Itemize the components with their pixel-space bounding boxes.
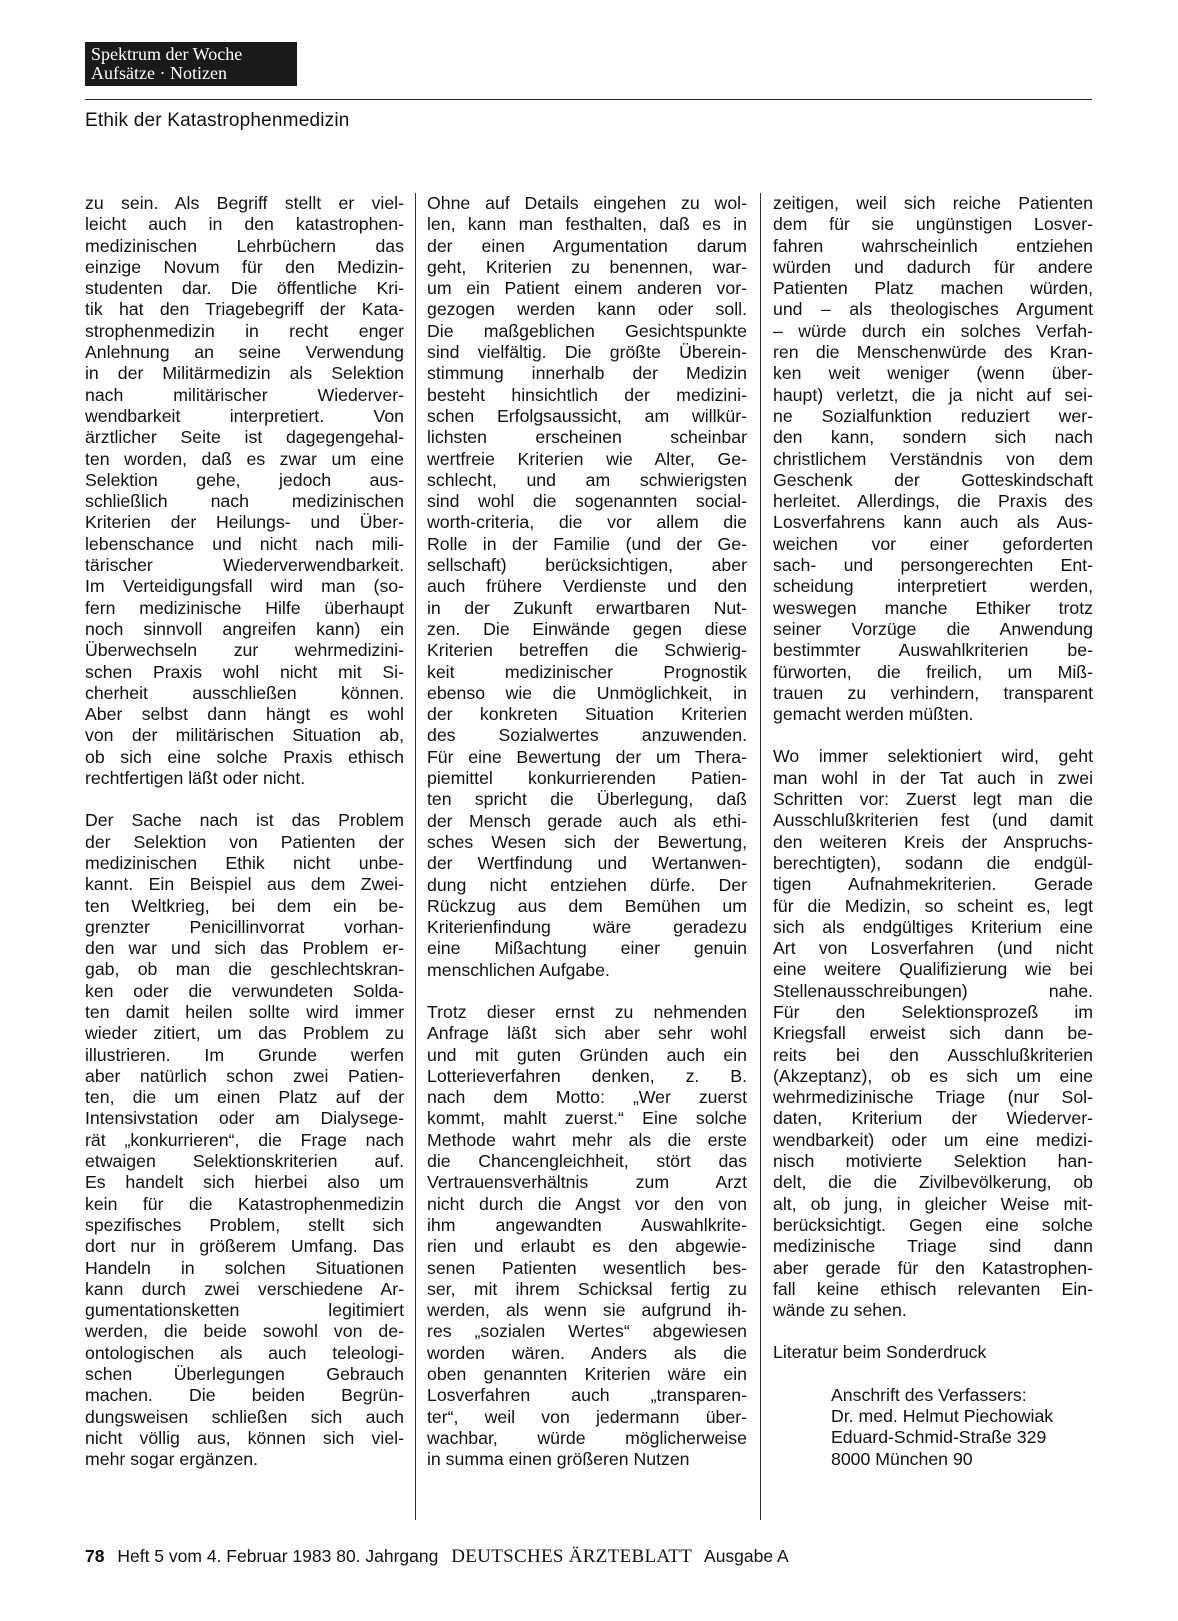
text-line: ebenso wie die Unmöglichkeit, in (427, 682, 747, 703)
text-line: kannt. Ein Beispiel aus dem Zwei- (85, 874, 404, 895)
text-line: Trotz dieser ernst zu nehmenden (427, 1001, 747, 1022)
text-line: ter“, weil von jedermann über- (427, 1406, 747, 1427)
text-line: ten damit heilen sollte wird immer (85, 1001, 404, 1022)
text-line: man wohl in der Tat auch in zwei (773, 767, 1093, 788)
text-line: ärztlicher Seite ist dagegengehal- (85, 427, 404, 448)
column-divider (760, 193, 761, 1520)
address-street: Eduard-Schmid-Straße 329 (831, 1427, 1047, 1448)
text-line: kommt, mahlt zuerst.“ Eine solche (427, 1108, 747, 1129)
text-line: – würde durch ein solches Verfah- (773, 320, 1093, 341)
text-line: würden und dadurch für andere (773, 256, 1093, 277)
text-line: kein für die Katastrophenmedizin (85, 1193, 404, 1214)
text-line: berücksichtigt. Gegen eine solche (773, 1214, 1093, 1235)
text-line: gumentationsketten legitimiert (85, 1300, 404, 1321)
text-line: wehrmedizinische Triage (nur Sol- (773, 1087, 1093, 1108)
paragraph-gap (85, 789, 404, 810)
text-line: rät „konkurrieren“, die Frage nach (85, 1129, 404, 1150)
text-line: sellschaft) berücksichtigen, aber (427, 555, 747, 576)
text-line: Ohne auf Details eingehen zu wol- (427, 193, 747, 213)
text-line: sich als endgültiges Kriterium eine (773, 916, 1093, 937)
text-line: Methode wahrt mehr als die erste (427, 1129, 747, 1150)
text-line: nach dem Motto: „Wer zuerst (427, 1087, 747, 1108)
text-line: bestimmter Auswahlkriterien be- (773, 640, 1093, 661)
article-column-2 (427, 193, 747, 1471)
page-number: 78 (85, 1546, 105, 1566)
text-line: menschlichen Aufgabe. (427, 959, 610, 980)
address-city: 8000 München 90 (831, 1448, 973, 1469)
text-line: eine weitere Qualifizierung wie bei (773, 959, 1093, 980)
text-line: machen. Die beiden Begrün- (85, 1385, 404, 1406)
text-line: ken weit weniger (wenn über- (773, 363, 1093, 384)
text-line: ne Sozialfunktion reduziert wer- (773, 405, 1093, 426)
text-line: des Sozialwertes anzuwenden. (427, 725, 747, 746)
text-line: lichsten erscheinen scheinbar (427, 427, 747, 448)
text-line: piemittel konkurrierenden Patien- (427, 768, 747, 789)
text-line: medizinischen Ethik nicht unbe- (85, 852, 404, 873)
text-line: Handeln in solchen Situationen (85, 1257, 404, 1278)
page-title: Ethik der Katastrophenmedizin (85, 110, 350, 131)
text-line: Geschenk der Gotteskindschaft (773, 469, 1093, 490)
text-line: sind vielfältig. Die größte Überein- (427, 342, 747, 363)
text-line: eine Mißachtung einer genuin (427, 938, 747, 959)
text-line: von der militärischen Situation ab, (85, 725, 404, 746)
text-line: schen Überlegungen Gebrauch (85, 1364, 404, 1385)
text-line: wachbar, würde möglicherweise (427, 1427, 747, 1448)
text-line: alt, ob jung, in gleicher Weise mit- (773, 1193, 1093, 1214)
text-line: geht, Kriterien zu benennen, war- (427, 256, 747, 277)
text-line: Der Sache nach ist das Problem (85, 810, 404, 831)
author-address (831, 1385, 1093, 1470)
text-line: den weiteren Kreis der Anspruchs- (773, 831, 1093, 852)
text-line: dungsweisen schließen sich auch (85, 1406, 404, 1427)
paragraph-gap (427, 981, 747, 1002)
text-line: ihm angewandten Auswahlkrite- (427, 1214, 747, 1235)
text-line: Aber selbst dann hängt es wohl (85, 704, 404, 725)
text-line: weswegen manche Ethiker trotz (773, 597, 1093, 618)
text-line: tärischer Wiederverwendbarkeit. (85, 555, 404, 576)
text-line: nicht völlig aus, können sich viel- (85, 1427, 404, 1448)
text-line: res „sozialen Wertes“ abgewiesen (427, 1321, 747, 1342)
article-column-3 (773, 193, 1093, 1470)
text-line: wendbarkeit) oder um eine medizi- (773, 1129, 1093, 1150)
text-line: Anfrage läßt sich aber sehr wohl (427, 1023, 747, 1044)
text-line: medizinische Triage sind dann (773, 1236, 1093, 1257)
text-line: reits bei den Ausschlußkriterien (773, 1044, 1093, 1065)
text-line: Art von Losverfahren (und nicht (773, 938, 1093, 959)
section-badge (85, 42, 297, 86)
text-line: Selektion gehe, jedoch aus- (85, 469, 404, 490)
text-line: die Chancengleichheit, stört das (427, 1151, 747, 1172)
text-line: der konkreten Situation Kriterien (427, 704, 747, 725)
text-line: kann durch zwei verschiedene Ar- (85, 1278, 404, 1299)
text-line: illustrieren. Im Grunde werfen (85, 1044, 404, 1065)
text-line: worden wären. Anders als die (427, 1342, 747, 1363)
text-line: zu sein. Als Begriff stellt er viel- (85, 193, 404, 213)
header-rule (85, 99, 1092, 100)
text-line: und – als theologisches Argument (773, 299, 1093, 320)
section-label: Spektrum der Woche (91, 44, 243, 64)
text-line: Lotterieverfahren denken, z. B. (427, 1065, 747, 1086)
text-line: gemacht werden müßten. (773, 704, 974, 725)
text-line: medizinischen Lehrbüchern das (85, 235, 404, 256)
text-line: ten worden, daß es zwar um eine (85, 448, 404, 469)
text-line: schlecht, und am schwierigsten (427, 469, 747, 490)
text-line: oben genannten Kriterien wäre ein (427, 1364, 747, 1385)
section-sublabel: Aufsätze · Notizen (91, 63, 227, 83)
text-line: gezogen werden kann oder soll. (427, 299, 747, 320)
text-line: werden, die beide sowohl von de- (85, 1321, 404, 1342)
column-divider (415, 193, 416, 1520)
text-line: Kriterien betreffen die Schwierig- (427, 640, 747, 661)
magazine-name: DEUTSCHES ÄRZTEBLATT (451, 1546, 693, 1567)
text-line: studenten dar. Die öffentliche Kri- (85, 278, 404, 299)
edition-label: Ausgabe A (704, 1546, 789, 1566)
text-line: Für eine Bewertung der um Thera- (427, 746, 747, 767)
text-line: Losverfahrens kann auch als Aus- (773, 512, 1093, 533)
text-line: wieder zitiert, um das Problem zu (85, 1023, 404, 1044)
text-line: haupt) verletzt, die ja nicht auf sei- (773, 384, 1093, 405)
text-line: sind wohl die sogenannten social- (427, 491, 747, 512)
text-line: cherheit ausschließen können. (85, 682, 404, 703)
paragraph-gap (773, 725, 1093, 746)
text-line: mehr sogar ergänzen. (85, 1449, 259, 1470)
text-line: Rolle in der Familie (und der Ge- (427, 533, 747, 554)
text-line: fahren wahrscheinlich entziehen (773, 235, 1093, 256)
text-line: zen. Die Einwände gegen diese (427, 618, 747, 639)
text-line: Vertrauensverhältnis zum Arzt (427, 1172, 747, 1193)
text-line: ten, die um einen Platz auf der (85, 1087, 404, 1108)
text-line: dort nur in größerem Umfang. Das (85, 1236, 404, 1257)
text-line: ken oder die verwundeten Solda- (85, 980, 404, 1001)
text-line: Anlehnung an seine Verwendung (85, 342, 404, 363)
text-line: aber natürlich schon zwei Patien- (85, 1065, 404, 1086)
text-line: Kriegsfall erweist sich dann be- (773, 1023, 1093, 1044)
text-line: um ein Patient einem anderen vor- (427, 278, 747, 299)
text-line: der Mensch gerade auch als ethi- (427, 810, 747, 831)
text-line: der Selektion von Patienten der (85, 831, 404, 852)
text-line: schen Praxis wohl nicht mit Si- (85, 661, 404, 682)
text-line: nach militärischer Wiederver- (85, 384, 404, 405)
text-line: fürworten, die freilich, um Miß- (773, 661, 1093, 682)
text-line: len, kann man festhalten, daß es in (427, 214, 747, 235)
issue-info: Heft 5 vom 4. Februar 1983 80. Jahrgang (117, 1546, 439, 1566)
text-line: sach- und persongerechten Ent- (773, 555, 1093, 576)
text-line: leicht auch in den katastrophen- (85, 214, 404, 235)
text-line: ontologischen als auch teleologi- (85, 1342, 404, 1363)
text-line: und mit guten Gründen auch ein (427, 1044, 747, 1065)
text-line: besteht hinsichtlich der medizini- (427, 384, 747, 405)
text-line: nicht durch die Angst vor den von (427, 1193, 747, 1214)
text-line: schließlich nach medizinischen (85, 491, 404, 512)
text-line: Für den Selektionsprozeß im (773, 1001, 1093, 1022)
text-line: dung nicht entziehen dürfe. Der (427, 874, 747, 895)
text-line: der einen Argumentation darum (427, 235, 747, 256)
text-line: ten spricht die Überlegung, daß (427, 789, 747, 810)
text-line: wertfreie Kriterien wie Alter, Ge- (427, 448, 747, 469)
text-line: grenzter Penicillinvorrat vorhan- (85, 916, 404, 937)
text-line: herleitet. Allerdings, die Praxis des (773, 491, 1093, 512)
paragraph-gap (773, 1364, 1093, 1385)
text-line: rechtfertigen läßt oder nicht. (85, 768, 306, 789)
text-line: in der Zukunft erwartbaren Nut- (427, 597, 747, 618)
text-line: (Akzeptanz), ob es sich um eine (773, 1065, 1093, 1086)
text-line: daten, Kriterium der Wiederver- (773, 1108, 1093, 1129)
text-line: christlichem Verständnis von dem (773, 448, 1093, 469)
paragraph-gap (773, 1321, 1093, 1342)
text-line: der Wertfindung und Wertanwen- (427, 853, 747, 874)
text-line: ser, mit ihrem Schicksal fertig zu (427, 1278, 747, 1299)
text-line: ten Weltkrieg, bei dem ein be- (85, 895, 404, 916)
text-line: Im Verteidigungsfall wird man (so- (85, 576, 404, 597)
text-line: Ausschlußkriterien fest (und damit (773, 810, 1093, 831)
text-line: Kriterienfindung wäre geradezu (427, 917, 747, 938)
text-line: tigen Aufnahmekriterien. Gerade (773, 874, 1093, 895)
text-line: Wo immer selektioniert wird, geht (773, 746, 1093, 767)
text-line: noch sinnvoll angreifen kann) ein (85, 618, 404, 639)
text-line: Kriterien der Heilungs- und Über- (85, 512, 404, 533)
text-line: scheidung interpretiert werden, (773, 576, 1093, 597)
text-line: lebenschance und nicht nach mili- (85, 533, 404, 554)
text-line: trauen zu verhindern, transparent (773, 682, 1093, 703)
text-line: delt, die die Zivilbevölkerung, ob (773, 1172, 1093, 1193)
address-heading: Anschrift des Verfassers: (831, 1384, 1027, 1405)
page-footer (85, 1546, 789, 1568)
literature-note: Literatur beim Sonderdruck (773, 1342, 987, 1363)
text-line: Patienten Platz machen würden, (773, 278, 1093, 299)
text-line: zeitigen, weil sich reiche Patienten (773, 193, 1093, 213)
text-line: seiner Vorzüge die Anwendung (773, 618, 1093, 639)
text-line: Schritten vor: Zuerst legt man die (773, 789, 1093, 810)
text-line: tik hat den Triagebegriff der Kata- (85, 299, 404, 320)
text-line: werden, als wenn sie aufgrund ih- (427, 1300, 747, 1321)
text-line: wände zu sehen. (773, 1300, 907, 1321)
column-body (773, 193, 1093, 1321)
text-line: den war und sich das Problem er- (85, 938, 404, 959)
text-line: Überwechseln zur wehrmedizini- (85, 640, 404, 661)
text-line: spezifisches Problem, stellt sich (85, 1214, 404, 1235)
text-line: senen Patienten wesentlich bes- (427, 1257, 747, 1278)
text-line: einzige Novum für den Medizin- (85, 256, 404, 277)
text-line: nisch motivierte Selektion han- (773, 1151, 1093, 1172)
text-line: dem für sie ungünstigen Losver- (773, 214, 1093, 235)
text-line: etwaigen Selektionskriterien auf. (85, 1151, 404, 1172)
text-line: stimmung innerhalb der Medizin (427, 363, 747, 384)
text-line: berechtigten), sodann die endgül- (773, 852, 1093, 873)
text-line: Stellenausschreibungen) nahe. (773, 980, 1093, 1001)
text-line: in summa einen größeren Nutzen (427, 1449, 690, 1470)
text-line: strophenmedizin in recht enger (85, 320, 404, 341)
text-line: Es handelt sich hierbei also um (85, 1172, 404, 1193)
text-line: Rückzug aus dem Bemühen um (427, 895, 747, 916)
author-name: Dr. med. Helmut Piechowiak (831, 1406, 1054, 1427)
text-line: aber gerade für den Katastrophen- (773, 1257, 1093, 1278)
text-line: für die Medizin, so scheint es, legt (773, 895, 1093, 916)
text-line: Die maßgeblichen Gesichtspunkte (427, 320, 747, 341)
text-line: auch frühere Verdienste und den (427, 576, 747, 597)
text-line: keit medizinischer Prognostik (427, 661, 747, 682)
text-line: worth-criteria, die vor allem die (427, 512, 747, 533)
text-line: ren die Menschenwürde des Kran- (773, 342, 1093, 363)
text-line: Intensivstation oder am Dialysege- (85, 1108, 404, 1129)
text-line: fall keine ethisch relevanten Ein- (773, 1278, 1093, 1299)
text-line: weichen vor einer geforderten (773, 533, 1093, 554)
text-line: ob sich eine solche Praxis ethisch (85, 746, 404, 767)
text-line: sches Wesen sich der Bewertung, (427, 831, 747, 852)
text-line: in der Militärmedizin als Selektion (85, 363, 404, 384)
text-line: gab, ob man die geschlechtskran- (85, 959, 404, 980)
article-column-1 (85, 193, 404, 1471)
text-line: rien und erlaubt es den abgewie- (427, 1236, 747, 1257)
text-line: schen Erfolgsaussicht, am willkür- (427, 405, 747, 426)
text-line: fern medizinische Hilfe überhaupt (85, 597, 404, 618)
text-line: Losverfahren auch „transparen- (427, 1385, 747, 1406)
text-line: den kann, sondern sich nach (773, 427, 1093, 448)
text-line: wendbarkeit interpretiert. Von (85, 405, 404, 426)
